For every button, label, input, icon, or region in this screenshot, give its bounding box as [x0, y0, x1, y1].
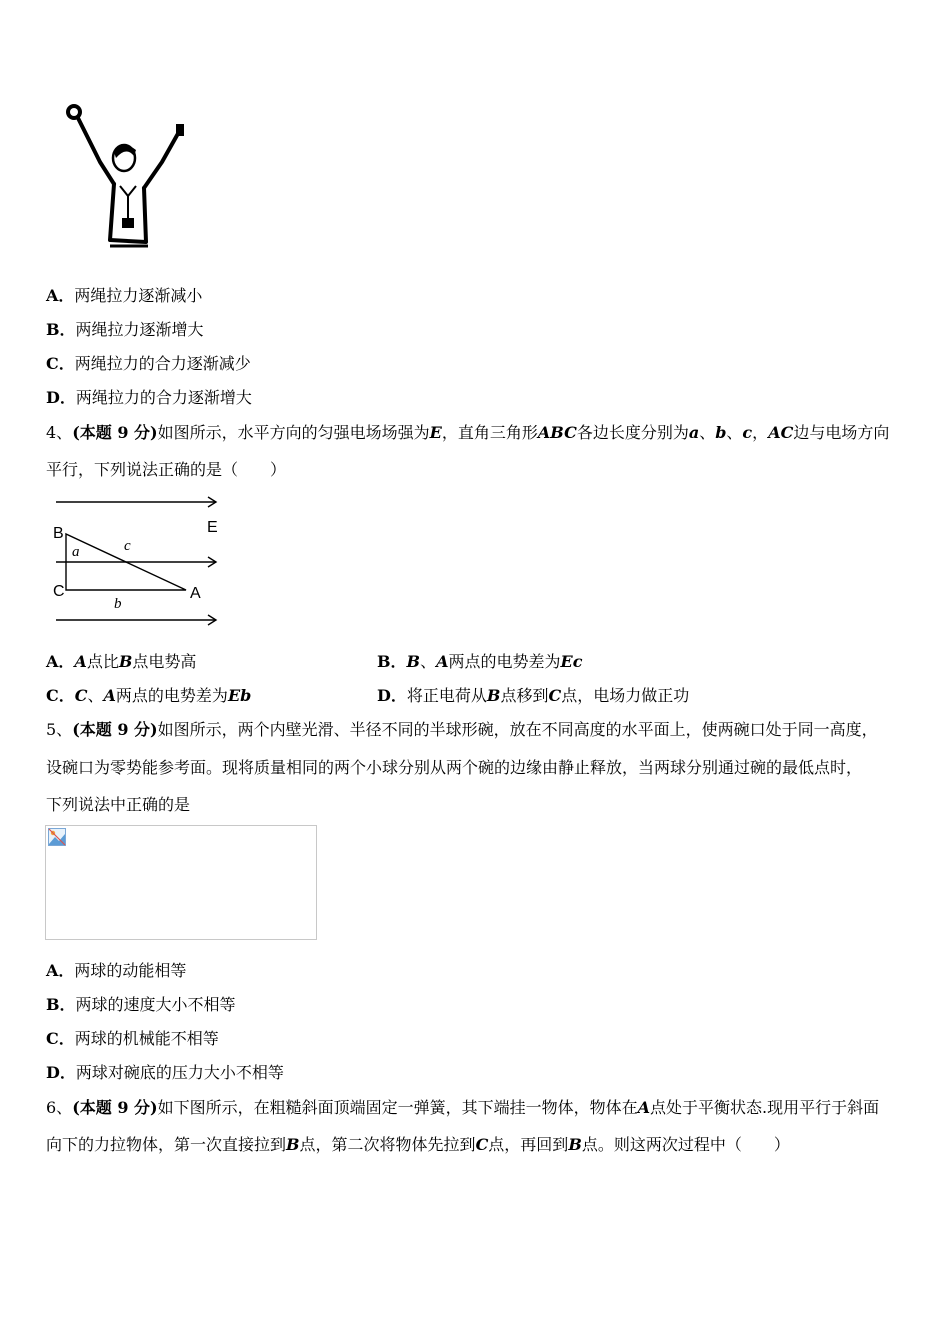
- vertex-a-label: A: [190, 585, 201, 602]
- right-hand: [176, 124, 184, 136]
- q6-stem-line2: 向下的力拉物体，第一次直接拉到B点，第二次将物体先拉到C点，再回到B点。则这两次过程中（ ）: [46, 1135, 790, 1154]
- q5-option-c: C．两球的机械能不相等: [46, 1029, 219, 1048]
- q3-option-a: A．两绳拉力逐渐减小: [46, 286, 203, 305]
- q4-option-a: A．A点比B点电势高: [46, 652, 197, 671]
- vertex-c-label: C: [53, 583, 65, 600]
- q4-option-b: B．B、A两点的电势差为Ec: [377, 652, 583, 671]
- missing-image-placeholder: [45, 825, 317, 940]
- q5-option-d: D．两球对碗底的压力大小不相等: [46, 1063, 284, 1082]
- q3-option-c: C．两绳拉力的合力逐渐减少: [46, 354, 251, 373]
- q3-option-d: D．两绳拉力的合力逐渐增大: [46, 388, 252, 407]
- q4-stem-line1: 4、(本题 9 分)如图所示，水平方向的匀强电场场强为E，直角三角形ABC各边长度分别为a、b、c，AC边与电场方向: [46, 423, 890, 442]
- vertex-b-label: B: [53, 525, 64, 542]
- triangle-field-figure: [48, 492, 223, 632]
- side-b-label: b: [114, 596, 122, 612]
- field-e-label: E: [207, 519, 218, 536]
- q5-stem-line2: 设碗口为零势能参考面。现将质量相同的两个小球分别从两个碗的边缘由静止释放，当两球分别通过碗的最低点时，: [46, 758, 863, 777]
- q3-option-b: B．两绳拉力逐渐增大: [46, 320, 204, 339]
- person-figure: [62, 100, 190, 252]
- broken-image-icon: [48, 828, 66, 846]
- q5-stem-line1: 5、(本题 9 分)如图所示，两个内壁光滑、半径不同的半球形碗，放在不同高度的水平面上，使两碗口处于同一高度，: [46, 720, 878, 739]
- q5-option-a: A．两球的动能相等: [46, 961, 187, 980]
- q4-option-d: D．将正电荷从B点移到C点，电场力做正功: [377, 686, 690, 705]
- q5-stem-line3: 下列说法中正确的是: [46, 795, 191, 814]
- q6-stem-line1: 6、(本题 9 分)如下图所示，在粗糙斜面顶端固定一弹簧，其下端挂一物体，物体在A点处于平衡状态.现用平行于斜面: [46, 1098, 880, 1117]
- q4-option-c: C．C、A两点的电势差为Eb: [46, 686, 252, 705]
- side-a-label: a: [72, 544, 80, 560]
- q5-option-b: B．两球的速度大小不相等: [46, 995, 236, 1014]
- q4-stem-line2: 平行，下列说法正确的是（ ）: [46, 460, 287, 479]
- side-c-label: c: [124, 538, 131, 554]
- badge: [122, 218, 134, 228]
